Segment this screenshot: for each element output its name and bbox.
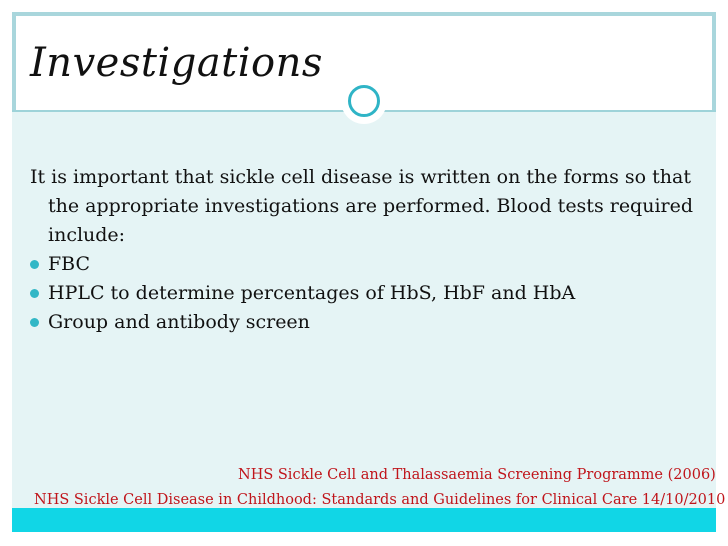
bullet-item bbox=[30, 308, 710, 337]
reference-screening-programme: NHS Sickle Cell and Thalassaemia Screening Programme (2006) bbox=[238, 467, 716, 483]
bullet-dot-icon bbox=[30, 260, 39, 269]
circle-ornament-icon bbox=[348, 85, 380, 117]
bullet-item bbox=[30, 250, 710, 279]
slide-right-border bbox=[712, 12, 716, 112]
bullet-dot-icon bbox=[30, 318, 39, 327]
slide-left-border bbox=[12, 12, 16, 112]
bullet-dot-icon bbox=[30, 289, 39, 298]
bullet-text: HPLC to determine percentages of HbS, HbF and HbA bbox=[48, 282, 576, 304]
reference-clinical-guidelines: NHS Sickle Cell Disease in Childhood: Standards and Guidelines for Clinical Care 14/10/2010 bbox=[34, 492, 726, 508]
bullet-text: FBC bbox=[48, 253, 91, 275]
slide-top-border bbox=[12, 12, 716, 16]
bullet-text: Group and antibody screen bbox=[48, 311, 310, 333]
slide-bottom-bar bbox=[12, 508, 716, 532]
slide-body bbox=[30, 163, 710, 337]
bullet-item bbox=[30, 279, 710, 308]
slide-title: Investigations bbox=[30, 40, 323, 86]
intro-paragraph: It is important that sickle cell disease is written on the forms so that the appropriate investigations are performed. Blood tests required include: bbox=[30, 166, 694, 246]
bullet-list bbox=[30, 250, 710, 337]
